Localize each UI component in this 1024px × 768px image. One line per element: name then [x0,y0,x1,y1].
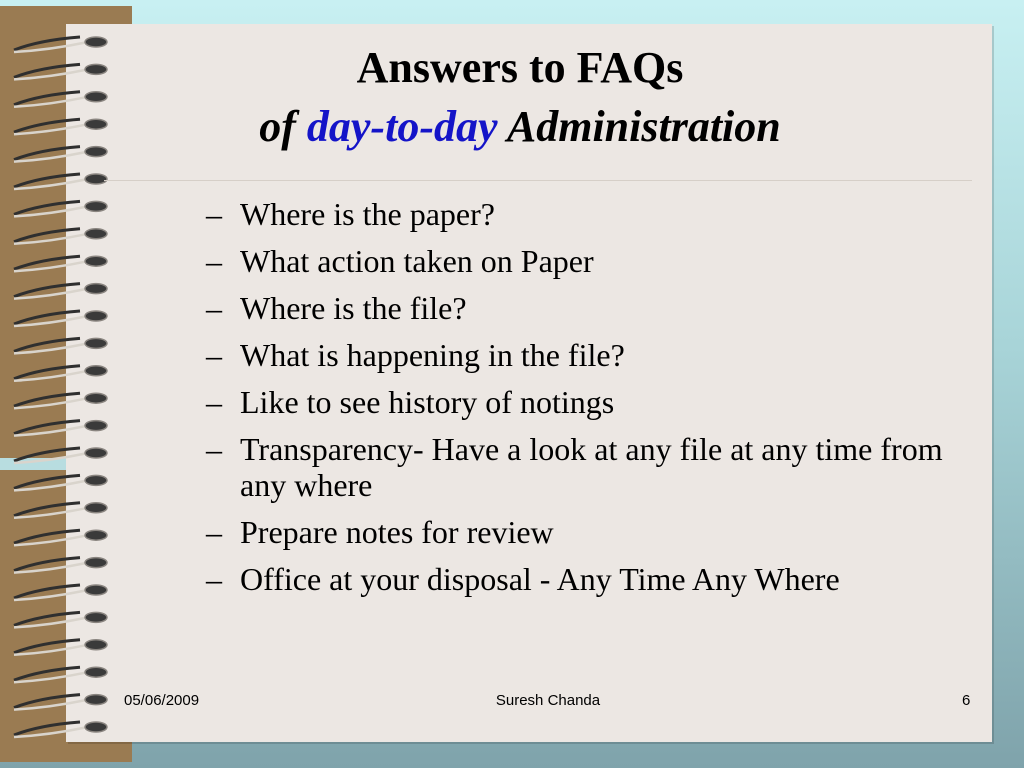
footer-page-number: 6 [962,692,971,709]
bullet-text: Like to see history of notings [240,384,615,420]
bullet-marker: – [206,243,222,279]
binding-coil [14,147,107,162]
binding-coil [14,284,107,299]
binding-coil [14,37,107,52]
slide-title [100,40,940,158]
title-divider [104,180,972,181]
binding-coil [14,366,107,381]
title-main: Answers to FAQs [356,43,684,92]
bullet-text: Prepare notes for review [240,514,554,550]
bullet-marker: – [206,431,222,467]
binding-coil [14,174,107,189]
binding-coil [14,585,107,600]
binding-coil [14,421,107,436]
bullet-marker: – [206,561,222,597]
binding-coil [14,119,107,134]
list-item [206,431,966,503]
binding-coil [14,448,107,463]
title-subtitle-accent: day-to-day [306,102,498,151]
list-item [206,196,966,232]
binding-coil [14,338,107,353]
list-item [206,243,966,279]
bullet-marker: – [206,514,222,550]
bullet-text: Office at your disposal - Any Time Any Where [240,561,840,597]
binding-coil [14,201,107,216]
binding-coil [14,311,107,326]
list-item [206,561,966,597]
bullet-marker: – [206,290,222,326]
bullet-marker: – [206,384,222,420]
binding-coil [14,667,107,682]
binding-coil [14,256,107,271]
binding-coil [14,475,107,490]
bullet-text: Where is the paper? [240,196,495,232]
bullet-text: What is happening in the file? [240,337,625,373]
title-subtitle-suffix: Administration [497,102,781,151]
bullet-text: What action taken on Paper [240,243,594,279]
bullet-text: Transparency- Have a look at any file at any time from any where [240,431,943,503]
list-item [206,384,966,420]
binding-coil [14,92,107,107]
binding-coil [14,612,107,627]
binding-coil [14,393,107,408]
list-item [206,514,966,550]
bullet-marker: – [206,196,222,232]
binding-coil [14,530,107,545]
bullet-list [206,196,966,608]
list-item [206,290,966,326]
list-item [206,337,966,373]
binding-coil [14,503,107,518]
binding-coil [14,64,107,79]
binding-coil [14,640,107,655]
bullet-marker: – [206,337,222,373]
footer-author: Suresh Chanda [495,692,601,709]
title-subtitle [100,96,940,158]
bullet-text: Where is the file? [240,290,467,326]
title-subtitle-prefix: of [259,102,307,151]
footer-date: 05/06/2009 [124,692,200,709]
binding-coil [14,558,107,573]
binding-coil [14,229,107,244]
binding-coil [14,722,107,737]
